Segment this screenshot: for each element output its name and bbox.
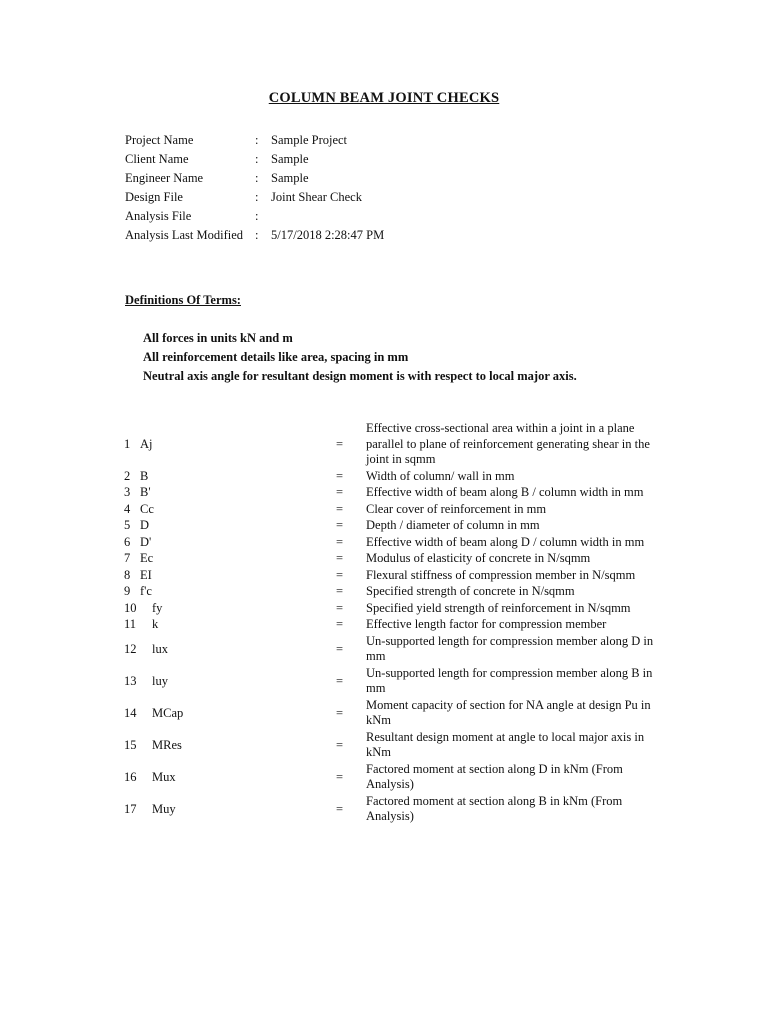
term-row (124, 794, 654, 825)
term-row (124, 584, 654, 600)
term-equals: = (336, 501, 344, 516)
term-row (124, 762, 654, 793)
term-row (124, 568, 654, 584)
term-description: Un-supported length for compression member along B in mm (366, 665, 653, 695)
term-number: 13 (124, 673, 137, 688)
term-symbol: D' (140, 534, 152, 549)
term-description: Flexural stiffness of compression member in N/sqmm (366, 567, 636, 582)
term-number: 10 (124, 600, 137, 615)
term-symbol: fy (152, 600, 163, 615)
note: All reinforcement details like area, spacing in mm (143, 350, 409, 364)
term-row (124, 518, 654, 534)
term-equals: = (336, 485, 344, 500)
info-value: 5/17/2018 2:28:47 PM (271, 228, 385, 242)
term-equals: = (336, 534, 344, 549)
term-number: 1 (124, 436, 131, 451)
info-colon: : (255, 152, 259, 166)
term-symbol: Cc (140, 501, 154, 516)
term-equals: = (336, 801, 344, 816)
term-number: 2 (124, 468, 131, 483)
info-colon: : (255, 171, 259, 185)
info-label: Client Name (125, 152, 189, 166)
term-description: Depth / diameter of column in mm (366, 518, 540, 532)
term-description: Width of column/ wall in mm (366, 468, 515, 483)
term-row (124, 421, 654, 468)
term-row (124, 730, 654, 761)
info-colon: : (255, 133, 259, 147)
term-description: Clear cover of reinforcement in mm (366, 501, 547, 516)
term-row (124, 698, 654, 729)
term-symbol: MRes (152, 737, 182, 752)
term-symbol: lux (152, 641, 168, 656)
term-symbol: f'c (140, 584, 152, 599)
term-symbol: EI (140, 567, 152, 582)
term-description: Specified strength of concrete in N/sqmm (366, 584, 575, 598)
term-symbol: MCap (152, 705, 184, 720)
info-row-design-file (125, 190, 645, 205)
term-description: Modulus of elasticity of concrete in N/sqmm (366, 551, 591, 565)
info-label: Project Name (125, 133, 194, 147)
term-equals: = (336, 436, 344, 451)
note: Neutral axis angle for resultant design moment is with respect to local major axis. (143, 369, 577, 383)
term-number: 4 (124, 501, 131, 516)
info-row-analysis-file (125, 209, 645, 224)
term-description: Factored moment at section along B in kNm (From Analysis) (366, 793, 623, 823)
note: All forces in units kN and m (143, 331, 293, 345)
term-description: Specified yield strength of reinforcement in N/sqmm (366, 600, 631, 615)
info-value: Sample Project (271, 133, 348, 147)
term-equals: = (336, 567, 344, 582)
term-equals: = (336, 584, 344, 599)
term-number: 9 (124, 584, 131, 599)
term-equals: = (336, 769, 344, 784)
term-symbol: Ec (140, 551, 154, 566)
term-row (124, 485, 654, 501)
info-value (271, 209, 645, 224)
definitions-heading: Definitions Of Terms: (125, 293, 241, 307)
term-row (124, 469, 654, 485)
term-number: 3 (124, 485, 131, 500)
term-row (124, 535, 654, 551)
term-symbol: B' (140, 485, 151, 500)
term-row (124, 666, 654, 697)
terms-list (124, 421, 654, 826)
term-symbol: k (152, 617, 159, 632)
term-number: 5 (124, 518, 131, 533)
term-description: Effective width of beam along B / column width in mm (366, 485, 644, 499)
term-description: Resultant design moment at angle to local major axis in kNm (366, 729, 645, 759)
term-symbol: B (140, 468, 149, 483)
term-row (124, 502, 654, 518)
term-number: 15 (124, 737, 137, 752)
term-equals: = (336, 737, 344, 752)
info-row-client-name (125, 152, 645, 167)
info-label: Analysis Last Modified (125, 228, 244, 242)
term-equals: = (336, 617, 344, 632)
term-description: Moment capacity of section for NA angle at design Pu in kNm (366, 697, 651, 727)
term-symbol: Mux (152, 769, 176, 784)
term-row (124, 634, 654, 665)
term-equals: = (336, 705, 344, 720)
term-equals: = (336, 551, 344, 566)
info-value: Sample (271, 171, 309, 185)
info-colon: : (255, 228, 259, 242)
term-number: 6 (124, 534, 131, 549)
term-row (124, 617, 654, 633)
info-label: Engineer Name (125, 171, 204, 185)
term-number: 16 (124, 769, 137, 784)
info-row-project-name (125, 133, 645, 148)
term-number: 17 (124, 801, 137, 816)
term-symbol: Aj (140, 436, 153, 451)
term-description: Un-supported length for compression member along D in mm (366, 633, 654, 663)
term-symbol: Muy (152, 801, 176, 816)
page-title: COLUMN BEAM JOINT CHECKS (268, 90, 500, 106)
term-number: 8 (124, 567, 131, 582)
term-number: 14 (124, 705, 137, 720)
term-equals: = (336, 641, 344, 656)
term-equals: = (336, 468, 344, 483)
term-description: Effective width of beam along D / column width in mm (366, 534, 645, 549)
info-label: Design File (125, 190, 183, 204)
notes (143, 331, 703, 388)
term-row (124, 551, 654, 567)
info-label: Analysis File (125, 209, 192, 223)
term-description: Effective cross-sectional area within a joint in a plane parallel to plane of reinforcement generating shear in the joint in sqmm (366, 421, 650, 466)
info-colon: : (255, 209, 259, 223)
term-number: 11 (124, 617, 137, 632)
term-equals: = (336, 518, 344, 533)
term-equals: = (336, 673, 344, 688)
project-info (125, 133, 645, 247)
term-number: 7 (124, 551, 131, 566)
term-row (124, 601, 654, 617)
term-number: 12 (124, 641, 137, 656)
term-description: Effective length factor for compression member (366, 617, 607, 631)
info-colon: : (255, 190, 259, 204)
term-description: Factored moment at section along D in kNm (From Analysis) (366, 761, 623, 791)
term-symbol: D (140, 518, 150, 533)
term-equals: = (336, 600, 344, 615)
info-value: Sample (271, 152, 309, 166)
info-row-engineer-name (125, 171, 645, 186)
term-symbol: luy (152, 673, 168, 688)
info-value: Joint Shear Check (271, 190, 362, 204)
info-row-analysis-last-modified (125, 228, 645, 243)
